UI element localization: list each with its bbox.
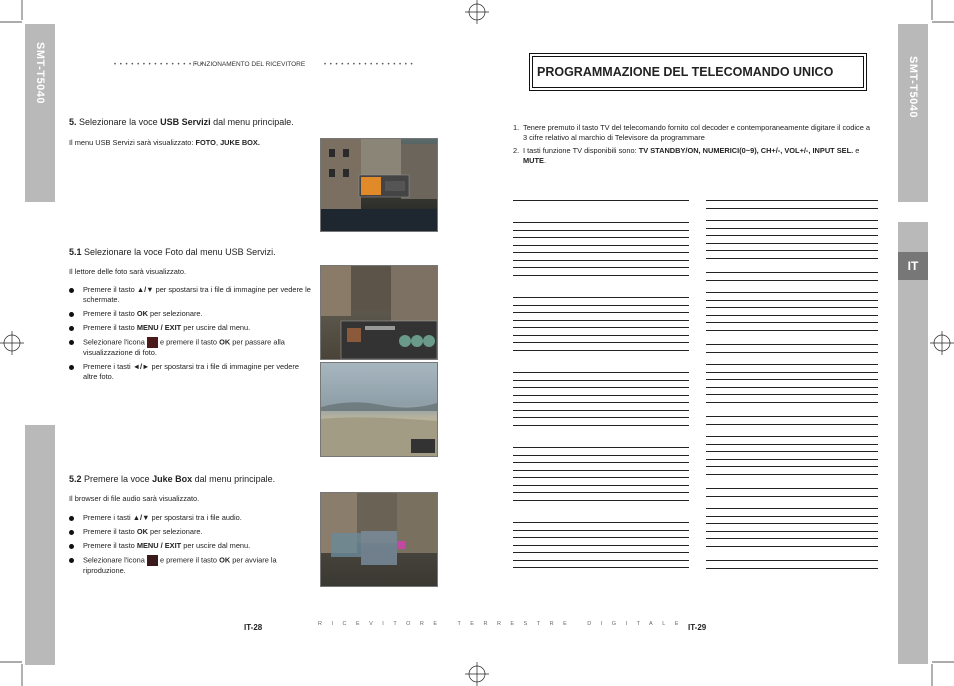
bullet-text: Premere i tasti [83,362,131,371]
table-rule [706,272,878,273]
table-rule [706,387,878,388]
bullet-dot [69,516,74,521]
table-rule [513,230,689,231]
step-item [513,146,873,166]
photo-view-screenshot [320,362,438,457]
photo-icon [147,337,158,348]
bullet-text: per uscire dal menu. [183,323,251,332]
bullet-dot [69,530,74,535]
table-rule [706,488,878,489]
table-rule [706,352,878,353]
table-rule [513,447,689,448]
section-5-2-heading [69,474,275,484]
table-rule [513,350,689,351]
page-number-right: IT-29 [688,623,707,632]
table-rule [513,552,689,553]
bullet-dot [69,544,74,549]
bullet-key: MENU / EXIT [136,323,182,332]
photo-bullets [69,285,313,386]
table-rule [513,335,689,336]
table-rule [513,395,689,396]
table-rule [513,275,689,276]
table-rule [513,222,689,223]
table-rule [513,252,689,253]
desc-sep: , [215,138,218,147]
desc-bold: JUKE BOX. [220,138,260,147]
table-rule [706,568,878,569]
bullet-text: Premere il tasto [83,541,135,550]
table-rule [706,538,878,539]
table-rule [706,200,878,201]
right-sidebar-bottom [898,222,928,664]
table-rule [706,379,878,380]
step-text: Tenere premuto il tasto TV del telecomando fornito col decoder e contemporaneamente digitare il codice a 3 cifre relativo al marchio di Televisore da programmare [523,123,871,142]
section-text: dal menu principale. [213,117,294,127]
table-rule [513,320,689,321]
step-bold: TV STANDBY/ON, NUMERICI(0~9), CH+/-, VOL+/-, INPUT SEL. [638,146,854,155]
bullet-text: per selezionare. [149,527,203,536]
language-tab-label: IT [907,259,919,273]
table-rule [513,342,689,343]
table-rule [513,410,689,411]
bullet-text: Selezionare l'icona [83,337,145,347]
table-rule [513,462,689,463]
table-rule [706,451,878,452]
bullet-text: per passare alla visualizzazione di foto. [83,337,285,357]
bullet-text: per spostarsi tra i file di immagine per vedere altre foto. [83,362,299,381]
step-text: e [855,146,860,155]
table-rule [513,200,689,201]
table-rule [513,260,689,261]
screenshot-art [321,139,437,231]
bullet-text: e premere il tasto [159,555,218,565]
bullet-text: Premere i tasti [83,513,131,522]
table-rule [513,530,689,531]
right-sidebar-top [898,24,928,202]
table-rule [706,220,878,221]
bullet-item [69,323,313,333]
header-dots-right: • • • • • • • • • • • • • • • • [324,62,414,68]
table-rule [706,394,878,395]
desc-text: Il menu USB Servizi sarà visualizzato: [69,138,194,147]
footer-text: RICEVITORE TERRESTRE DIGITALE [318,621,688,627]
table-rule [706,292,878,293]
table-rule [706,322,878,323]
bullet-key: OK [136,527,148,536]
bullet-text: Selezionare l'icona [83,555,145,565]
table-rule [706,508,878,509]
table-rule [513,492,689,493]
bullet-text: per uscire dal menu. [183,541,251,550]
table-rule [513,485,689,486]
table-rule [706,364,878,365]
bullet-text: Premere il tasto [83,285,135,294]
header-dots-left: • • • • • • • • • • • • • • • • [114,62,204,68]
bullet-dot [69,312,74,317]
table-rule [513,245,689,246]
section-bold: USB Servizi [160,117,211,127]
table-rule [513,455,689,456]
step-number: 1. [513,123,520,132]
music-icon [147,555,158,566]
step-bold: MUTE [523,156,544,165]
table-rule [706,235,878,236]
jukebox-screenshot [320,492,438,587]
bullet-text: per avviare la riproduzione. [83,555,277,575]
table-rule [706,307,878,308]
bullet-text: per spostarsi tra i file di immagine per vedere le schermate. [83,285,311,304]
table-rule [706,496,878,497]
bullet-dot [69,340,74,345]
table-rule [706,243,878,244]
bullet-dot [69,365,74,370]
section-bold: Juke Box [152,474,193,484]
table-rule [513,500,689,501]
step-item [513,123,873,143]
section-number: 5. [69,117,77,127]
table-rule [513,417,689,418]
bullet-item [69,285,313,305]
table-rule [706,416,878,417]
table-rule [706,315,878,316]
section-number: 5.2 [69,474,82,484]
screenshot-art [321,493,437,586]
table-rule [706,208,878,209]
bullet-item [69,541,313,551]
section-5-2-desc: Il browser di file audio sarà visualizzato. [69,494,200,503]
page-title: PROGRAMMAZIONE DEL TELECOMANDO UNICO [532,56,864,88]
bullet-text: per selezionare. [149,309,203,318]
usb-services-screenshot [320,138,438,232]
bullet-key: MENU / EXIT [136,541,182,550]
table-rule [513,312,689,313]
screenshot-art [321,266,437,359]
table-rule [706,516,878,517]
section-text: dal menu principale. [194,474,276,484]
table-rule [513,372,689,373]
screenshot-art [321,363,437,456]
bullet-dot [69,288,74,293]
bullet-item [69,309,313,319]
table-rule [706,459,878,460]
section-text: Premere la voce [84,474,150,484]
bullet-text: per spostarsi tra i file audio. [151,513,242,522]
programming-steps [513,123,873,169]
table-rule [513,387,689,388]
bullet-text: Premere il tasto [83,323,135,332]
table-rule [706,424,878,425]
left-sidebar-top [25,24,55,202]
desc-bold: FOTO [195,138,216,147]
table-rule [513,425,689,426]
table-rule [706,531,878,532]
right-title-box [529,53,867,91]
step-text: I tasti funzione TV disponibili sono: [523,146,637,155]
table-rule [706,372,878,373]
table-rule [706,228,878,229]
photo-browser-screenshot [320,265,438,360]
table-rule [513,522,689,523]
header-section: FUNZIONAMENTO DEL RICEVITORE [193,61,306,68]
bullet-text: Premere il tasto [83,309,135,318]
table-rule [706,330,878,331]
table-rule [706,546,878,547]
bullet-text: e premere il tasto [159,337,218,347]
bullet-item [69,362,313,382]
section-5-1-desc: Il lettore delle foto sarà visualizzato. [69,267,187,276]
table-rule [706,560,878,561]
bullet-item [69,527,313,537]
bullet-item [69,337,313,358]
jukebox-bullets [69,513,313,580]
section-5-1-heading [69,247,276,257]
table-rule [513,537,689,538]
section-text: Selezionare la voce Foto dal menu USB Servizi. [84,247,276,257]
bullet-key: OK [219,555,231,565]
section-text: Selezionare la voce [79,117,158,127]
table-rule [513,237,689,238]
section-5-desc [69,138,260,148]
bullet-key: ▲/▼ [132,513,150,522]
bullet-key: ▲/▼ [136,285,154,294]
table-rule [706,344,878,345]
bullet-key: OK [136,309,148,318]
table-rule [513,305,689,306]
table-rule [706,436,878,437]
bullet-item [69,555,313,576]
table-rule [706,258,878,259]
bullet-dot [69,326,74,331]
table-rule [706,474,878,475]
table-rule [513,380,689,381]
table-rule [513,402,689,403]
bullet-key: OK [219,337,231,347]
model-label: SMT-T5040 [34,42,46,104]
table-rule [513,545,689,546]
step-number: 2. [513,146,520,155]
bullet-item [69,513,313,523]
section-number: 5.1 [69,247,82,257]
step-text: . [543,156,547,165]
table-rule [706,280,878,281]
left-sidebar-bottom [25,425,55,665]
table-rule [513,567,689,568]
table-rule [513,560,689,561]
table-rule [706,444,878,445]
table-rule [706,300,878,301]
table-rule [513,470,689,471]
table-rule [513,477,689,478]
bullet-text: Premere il tasto [83,527,135,536]
model-label-right: SMT-T5040 [907,56,919,118]
bullet-key: ◄/► [132,362,150,371]
page-number-left: IT-28 [244,623,263,632]
table-rule [706,250,878,251]
language-tab [898,252,928,280]
table-rule [706,466,878,467]
table-rule [513,327,689,328]
section-5-heading [69,117,294,127]
table-rule [513,267,689,268]
table-rule [706,402,878,403]
bullet-dot [69,558,74,563]
table-rule [513,297,689,298]
table-rule [706,523,878,524]
